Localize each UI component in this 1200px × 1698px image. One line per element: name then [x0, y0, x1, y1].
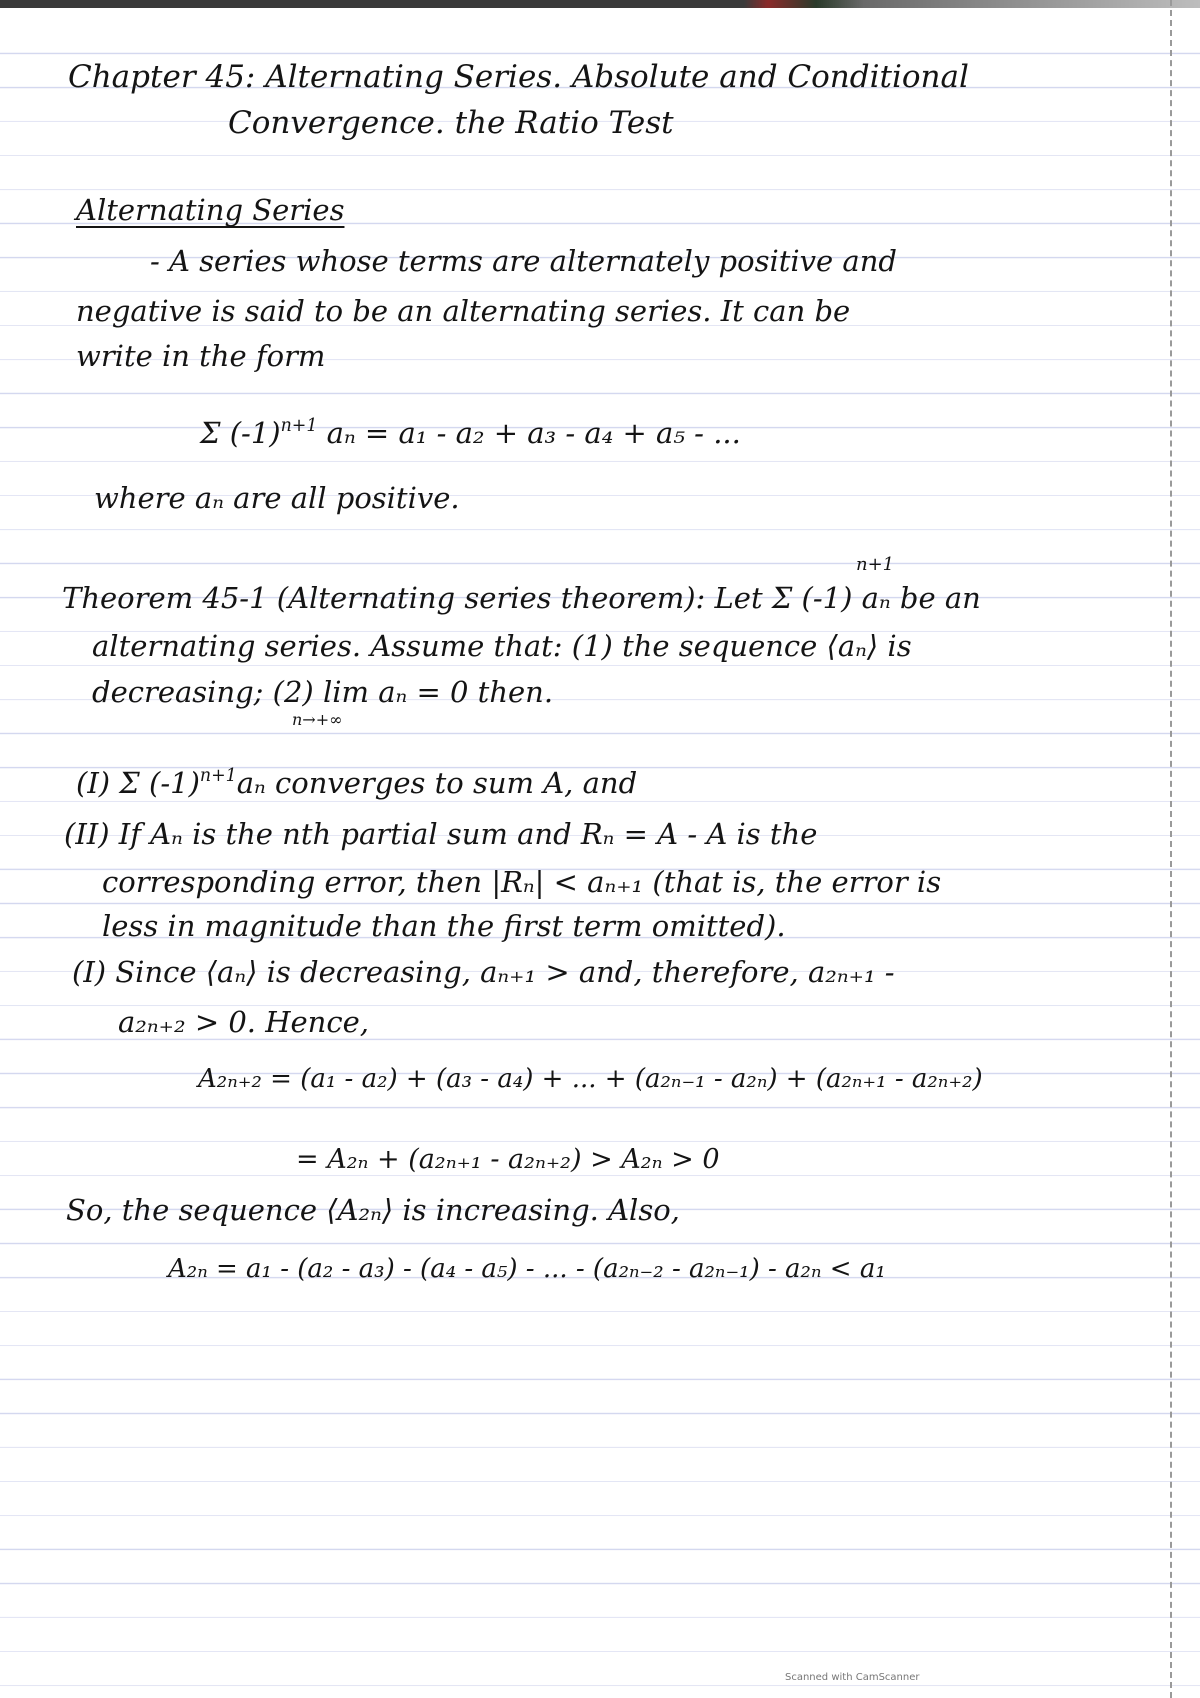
- series-sum-symbol: Σ (-1): [200, 416, 281, 451]
- proof-line-2: a₂ₙ₊₂ > 0. Hence,: [118, 1005, 369, 1039]
- section-heading: Alternating Series: [76, 193, 345, 227]
- chapter-title-line-1: Chapter 45: Alternating Series. Absolute and Conditional: [68, 59, 969, 95]
- series-formula: [200, 416, 741, 451]
- definition-line-2: negative is said to be an alternating series. It can be: [76, 294, 851, 328]
- result-2-line-3: less in magnitude than the first term omitted).: [102, 909, 786, 943]
- limit-subscript: n→+∞: [292, 710, 343, 729]
- theorem-exponent: n+1: [856, 554, 895, 575]
- proof-line-1: (I) Since ⟨aₙ⟩ is decreasing, aₙ₊₁ > and, therefore, a₂ₙ₊₁ -: [72, 955, 895, 989]
- theorem-line-3: decreasing; (2) lim aₙ = 0 then.: [92, 675, 554, 709]
- result-1-exponent: n+1: [199, 766, 237, 786]
- result-1-sum: (I) Σ (-1): [76, 766, 200, 801]
- series-exponent: n+1: [280, 416, 318, 436]
- where-line: where aₙ are all positive.: [94, 481, 460, 515]
- equation-1: A₂ₙ₊₂ = (a₁ - a₂) + (a₃ - a₄) + ... + (a₂ₙ₋₁ - a₂ₙ) + (a₂ₙ₊₁ - a₂ₙ₊₂): [198, 1064, 983, 1094]
- page-perforation: [1170, 0, 1172, 1698]
- equation-2: = A₂ₙ + (a₂ₙ₊₁ - a₂ₙ₊₂) > A₂ₙ > 0: [296, 1144, 720, 1175]
- scan-edge-strip: [0, 0, 1200, 8]
- result-1: [76, 766, 638, 801]
- result-2-line-1: (II) If Aₙ is the nth partial sum and Rₙ = A - A is the: [64, 817, 818, 851]
- result-2-line-2: corresponding error, then |Rₙ| < aₙ₊₁ (that is, the error is: [102, 865, 942, 899]
- series-terms: aₙ = a₁ - a₂ + a₃ - a₄ + a₅ - ...: [317, 416, 741, 451]
- theorem-line-2: alternating series. Assume that: (1) the sequence ⟨aₙ⟩ is: [92, 629, 912, 663]
- chapter-title-line-2: Convergence. the Ratio Test: [228, 105, 674, 141]
- equation-3: A₂ₙ = a₁ - (a₂ - a₃) - (a₄ - a₅) - ... - (a₂ₙ₋₂ - a₂ₙ₋₁) - a₂ₙ < a₁: [168, 1254, 886, 1284]
- result-1-text: aₙ converges to sum A, and: [236, 766, 638, 801]
- proof-line-3: So, the sequence ⟨A₂ₙ⟩ is increasing. Also,: [66, 1193, 680, 1227]
- theorem-line-1: Theorem 45-1 (Alternating series theorem): Let Σ (-1) aₙ be an: [62, 581, 981, 615]
- definition-line-1: - A series whose terms are alternately positive and: [150, 244, 897, 278]
- definition-line-3: write in the form: [76, 339, 326, 373]
- scanner-watermark: Scanned with CamScanner: [785, 1672, 920, 1683]
